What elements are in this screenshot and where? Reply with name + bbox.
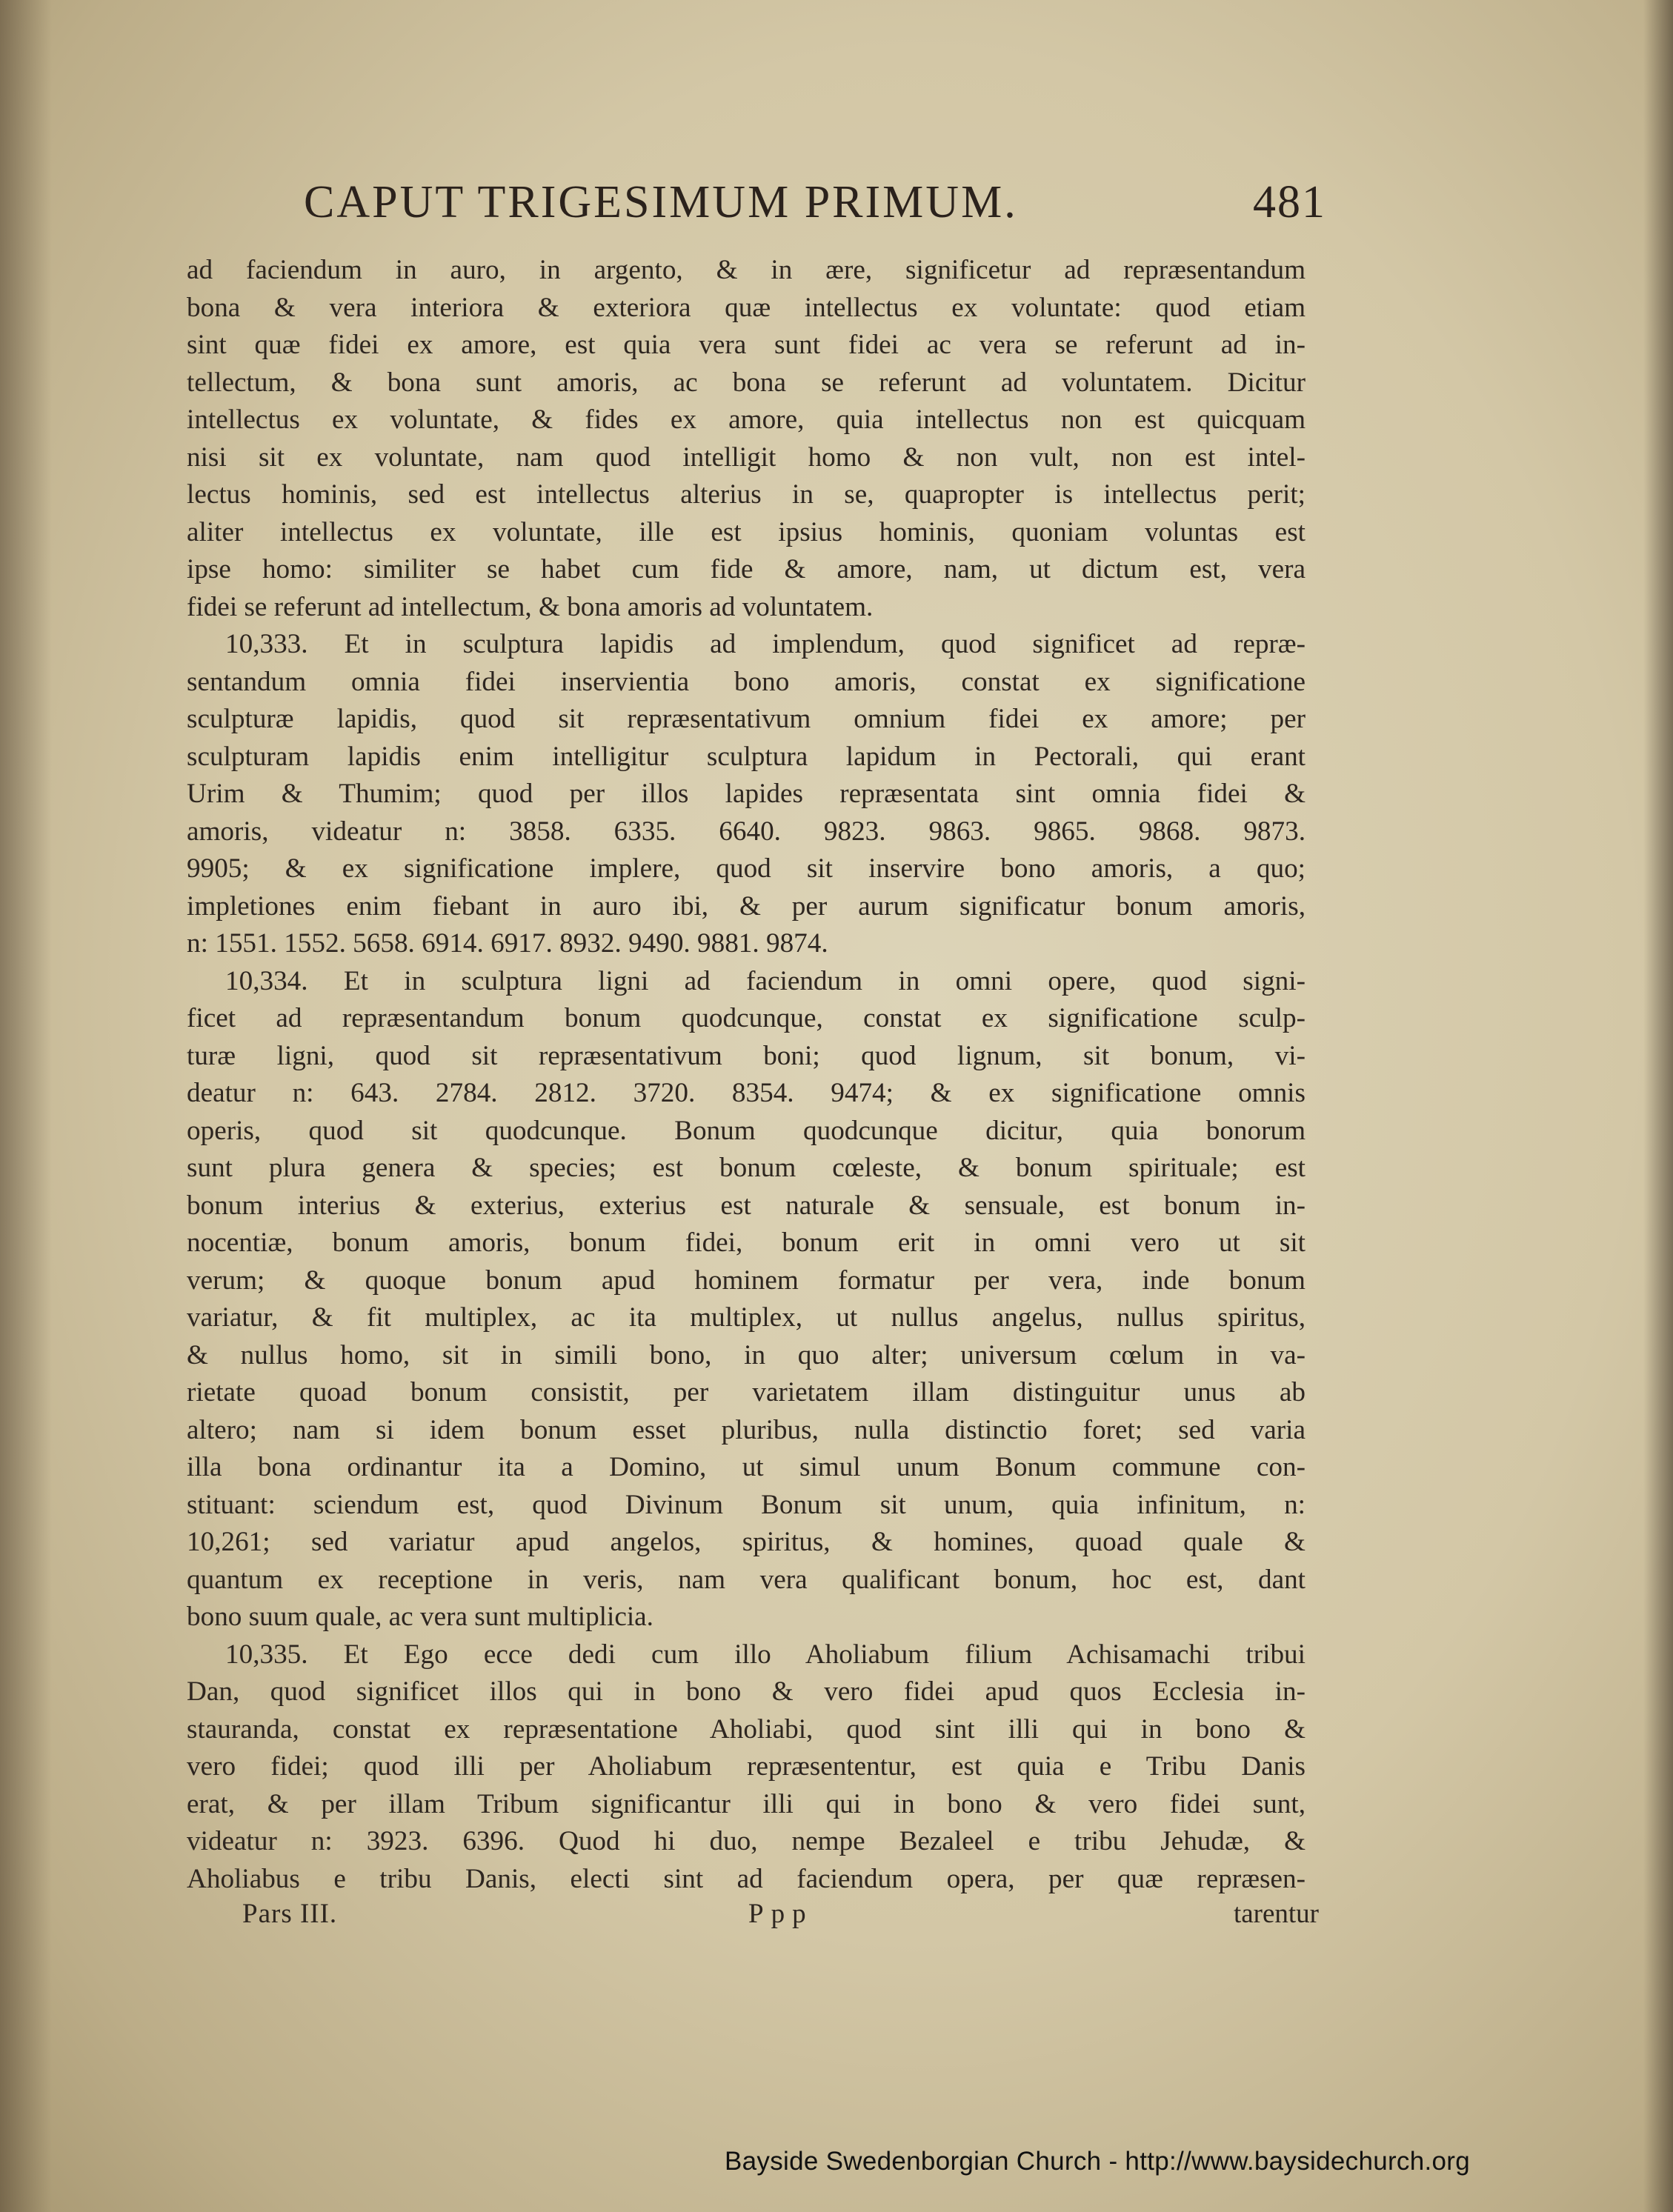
- text-line: 10,333. Et in sculptura lapidis ad implendum, quod significet ad repræ-: [225, 629, 1306, 659]
- text-line: & nullus homo, sit in simili bono, in quo alter; universum cœlum in va-: [187, 1339, 1306, 1370]
- text-line: verum; & quoque bonum apud hominem formatur per vera, inde bonum: [187, 1265, 1306, 1296]
- text-line: 10,334. Et in sculptura ligni ad faciendum in omni opere, quod signi-: [225, 965, 1306, 996]
- watermark-text: Bayside Swedenborgian Church - http://www.baysidechurch.org: [725, 2147, 1471, 2176]
- text-line: quantum ex receptione in veris, nam vera qualificant bonum, hoc est, dant: [187, 1564, 1306, 1595]
- part-label: Pars III.: [242, 1899, 338, 1929]
- text-line: ipse homo: similiter se habet cum fide & amore, nam, ut dictum est, vera: [187, 554, 1306, 584]
- text-line: erat, & per illam Tribum significantur illi qui in bono & vero fidei sunt,: [187, 1788, 1306, 1819]
- text-line: amoris, videatur n: 3858. 6335. 6640. 9823. 9863. 9865. 9868. 9873.: [187, 816, 1306, 847]
- text-line: sculpturam lapidis enim intelligitur sculptura lapidum in Pectorali, qui erant: [187, 741, 1306, 772]
- text-line: sculpturæ lapidis, quod sit repræsentativum omnium fidei ex amore; per: [187, 704, 1306, 734]
- text-line: vero fidei; quod illi per Aholiabum repræsententur, est quia e Tribu Danis: [187, 1751, 1306, 1782]
- text-line: altero; nam si idem bonum esset pluribus, nulla distinctio foret; sed varia: [187, 1414, 1306, 1445]
- text-line: impletiones enim fiebant in auro ibi, & per aurum significatur bonum amoris,: [187, 890, 1306, 922]
- catchword: tarentur: [1233, 1899, 1319, 1929]
- text-line: stauranda, constat ex repræsentatione Aholiabi, quod sint illi qui in bono &: [187, 1713, 1306, 1745]
- text-line: tellectum, & bona sunt amoris, ac bona se referunt ad voluntatem. Dicitur: [187, 367, 1306, 398]
- text-line: 9905; & ex significatione implere, quod sit inservire bono amoris, a quo;: [187, 853, 1306, 884]
- text-line: bono suum quale, ac vera sunt multiplicia.: [187, 1602, 653, 1632]
- text-line: lectus hominis, sed est intellectus alterius in se, quapropter is intellectus perit;: [187, 479, 1306, 510]
- text-line: illa bona ordinantur ita a Domino, ut simul unum Bonum commune con-: [187, 1452, 1306, 1482]
- text-line: Aholiabus e tribu Danis, electi sint ad faciendum opera, per quæ repræsen-: [187, 1863, 1306, 1894]
- text-line: turæ ligni, quod sit repræsentativum boni; quod lignum, sit bonum, vi-: [187, 1040, 1306, 1071]
- text-line: n: 1551. 1552. 5658. 6914. 6917. 8932. 9490. 9881. 9874.: [187, 928, 828, 959]
- text-line: sint quæ fidei ex amore, est quia vera sunt fidei ac vera se referunt ad in-: [187, 330, 1306, 360]
- page-number: 481: [1253, 177, 1326, 227]
- text-line: variatur, & fit multiplex, ac ita multiplex, ut nullus angelus, nullus spiritus,: [187, 1302, 1306, 1333]
- text-line: 10,261; sed variatur apud angelos, spiritus, & homines, quoad quale &: [187, 1527, 1306, 1557]
- text-line: sunt plura genera & species; est bonum cœleste, & bonum spirituale; est: [187, 1153, 1306, 1183]
- text-line: nisi sit ex voluntate, nam quod intelligit homo & non vult, non est intel-: [187, 442, 1306, 473]
- running-title: CAPUT TRIGESIMUM PRIMUM.: [304, 177, 1018, 227]
- text-line: deatur n: 643. 2784. 2812. 3720. 8354. 9474; & ex significatione omnis: [187, 1078, 1306, 1108]
- page-header: [304, 176, 1326, 243]
- text-line: bona & vera interiora & exteriora quæ intellectus ex voluntate: quod etiam: [187, 292, 1306, 323]
- text-line: sentandum omnia fidei inservientia bono amoris, constat ex significatione: [187, 666, 1306, 697]
- text-line: ficet ad repræsentandum bonum quodcunque, constat ex significatione sculp-: [187, 1003, 1306, 1033]
- text-line: operis, quod sit quodcunque. Bonum quodcunque dicitur, quia bonorum: [187, 1115, 1306, 1146]
- text-line: ad faciendum in auro, in argento, & in ære, significetur ad repræsentandum: [187, 255, 1306, 285]
- text-line: 10,335. Et Ego ecce dedi cum illo Aholiabum filium Achisamachi tribui: [225, 1639, 1306, 1670]
- text-line: stituant: sciendum est, quod Divinum Bonum sit unum, quia infinitum, n:: [187, 1489, 1306, 1520]
- text-line: nocentiæ, bonum amoris, bonum fidei, bonum erit in omni vero ut sit: [187, 1227, 1306, 1258]
- text-line: Urim & Thumim; quod per illos lapides repræsentata sint omnia fidei &: [187, 779, 1306, 809]
- text-line: bonum interius & exterius, exterius est naturale & sensuale, est bonum in-: [187, 1190, 1306, 1221]
- text-line: Dan, quod significet illos qui in bono & vero fidei apud quos Ecclesia in-: [187, 1676, 1306, 1707]
- text-line: videatur n: 3923. 6396. Quod hi duo, nempe Bezaleel e tribu Jehudæ, &: [187, 1826, 1306, 1856]
- text-line: rietate quoad bonum consistit, per varietatem illam distinguitur unus ab: [187, 1377, 1306, 1408]
- text-line: fidei se referunt ad intellectum, & bona amoris ad voluntatem.: [187, 591, 874, 622]
- signature-mark: Ppp: [748, 1899, 814, 1929]
- page-footer: [187, 1898, 1319, 1935]
- body-text: [187, 252, 1306, 1898]
- text-line: aliter intellectus ex voluntate, ille est ipsius hominis, quoniam voluntas est: [187, 516, 1306, 547]
- text-line: intellectus ex voluntate, & fides ex amore, quia intellectus non est quicquam: [187, 404, 1306, 435]
